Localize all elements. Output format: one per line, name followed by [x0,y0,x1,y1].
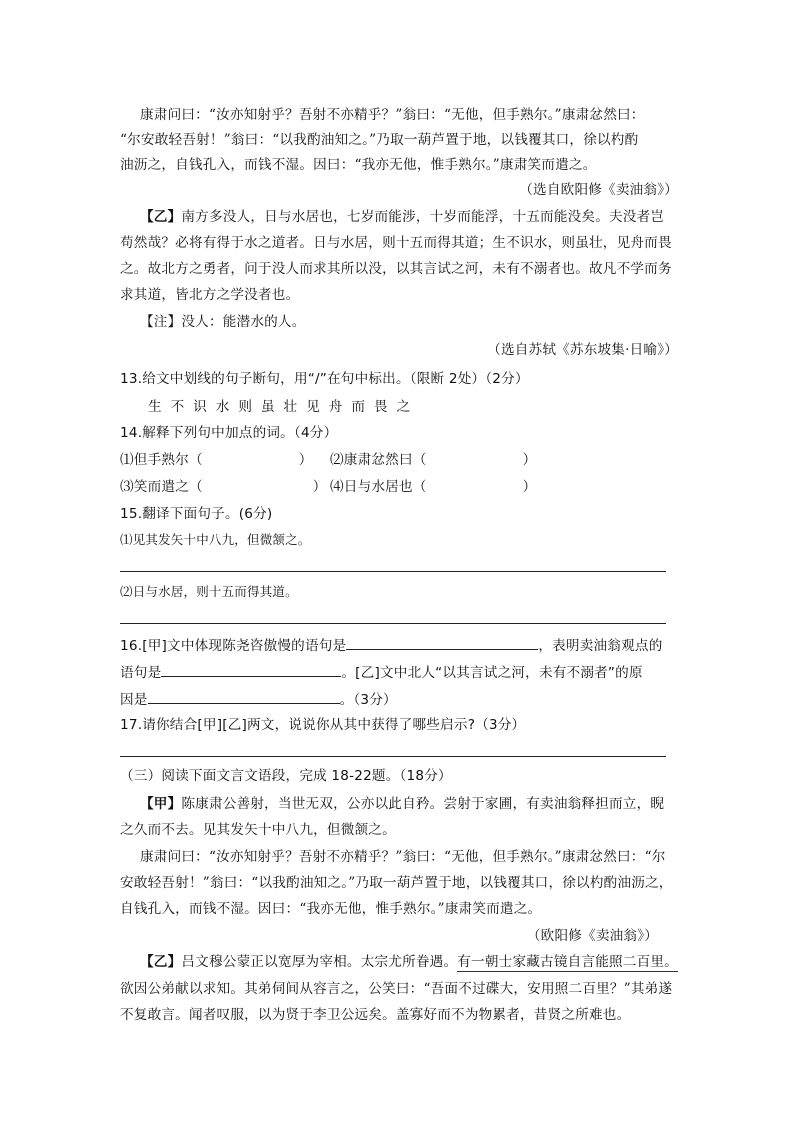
sec3-yi-underlined-sentence: 有一朝士家藏古镜自言能照二百里。 [457,954,678,970]
q13-sentence: 生不识水则虽壮见舟而畏之 [148,399,420,415]
q13-text: 13.给文中划线的句子断句，用“/”在句中标出。（限断 2处）（2分） [120,371,529,387]
q14-item-4-close: ） [522,479,537,495]
sec3-yi-line-3: 不复敢言。闻者叹服，以为贤于李卫公远矣。盖寡好而不为物累者，昔贤之所难也。 [120,1007,631,1023]
q16-part-2: ，表明卖油翁观点的 [538,638,663,654]
q16-part-6: 。（3分） [339,692,397,708]
sec3-jia2-line-3: 自钱孔入，而钱不湿。因曰：“我亦无他，惟手熟尔。”康肃笑而遣之。 [120,901,542,917]
q14-item-3-close: ） [312,479,327,495]
q15-answer-line-1[interactable] [120,571,666,572]
yi-tag: 【乙】 [140,209,182,225]
q16-line-2 [120,662,643,682]
sec3-jia-line-1 [140,795,664,813]
q14-text: 14.解释下列句中加点的词。（4分） [120,425,338,441]
jia-line-1: 康肃问曰：“汝亦知射乎？吾射不亦精乎？”翁曰：“无他，但手熟尔。”康肃忿然曰： [140,107,645,123]
q14-item-1-label: ⑴但手熟尔（ [120,452,203,468]
sec3-yi-line-1a: 吕文穆公蒙正以宽厚为宰相。太宗尤所眷遇。 [181,954,458,970]
yi-line-1 [140,208,664,226]
jia-line-3: 油沥之，自钱孔入，而钱不湿。因曰：“我亦无他，惟手熟尔。”康肃笑而遣之。 [120,157,597,173]
q17-text: 17.请你结合[甲][乙]两文，说说你从其中获得了哪些启示?（3分） [120,717,526,733]
sec3-title: （三）阅读下面文言文语段，完成 18-22题。（18分） [120,768,452,784]
q16-blank-1[interactable] [346,635,538,650]
q16-part-5: 因是 [120,692,148,708]
q14-item-4-label: ⑷日与水居也（ [330,479,427,495]
jia-line-2: “尔安敢轻吾射！”翁曰：“以我酌油知之。”乃取一葫芦置于地，以钱覆其口，徐以杓酌 [120,132,639,148]
yi-line-2: 苟然哉？必将有得于水之道者。日与水居，则十五而得其道；生不识水，则虽壮，见舟而畏 [120,235,672,251]
q15-text: 15.翻译下面句子。(6分) [120,506,273,522]
sec3-yi-tag: 【乙】 [140,954,182,970]
sec3-yi-line-1 [140,953,678,971]
q17-answer-line[interactable] [120,756,666,757]
yi-line-4: 求其道，皆北方之学没者也。 [120,287,300,303]
q15-answer-line-2[interactable] [120,623,666,624]
q16-line-1 [120,635,663,655]
yi-source: （选自苏轼《苏东坡集·日喻》） [487,342,678,358]
q15-sentence-2: ⑵日与水居，则十五而得其道。 [120,584,298,599]
sec3-jia2-source: （欧阳修《卖油翁》） [526,928,658,944]
q16-blank-3[interactable] [148,689,340,704]
q16-part-3: 语句是 [120,665,162,681]
q14-item-1-close: ） [298,452,313,468]
q14-item-3 [120,478,327,496]
sec3-jia-line-2: 之久而不去。见其发矢十中八九，但微颔之。 [120,822,396,838]
yi-line-1-text: 南方多没人，日与水居也，七岁而能涉，十岁而能浮，十五而能没矣。夫没者岂 [181,209,665,225]
jia-source: （选自欧阳修《卖油翁》） [519,182,678,198]
yi-note: 【注】没人：能潜水的人。 [140,314,306,330]
sec3-jia-line-1-text: 陈康肃公善射，当世无双，公亦以此自矜。尝射于家圃，有卖油翁释担而立，睨 [181,796,665,812]
q14-item-2-label: ⑵康肃忿然曰（ [330,452,427,468]
q16-part-4: 。[乙]文中北人“以其言试之河，未有不溺者”的原 [341,665,643,681]
sec3-jia-tag: 【甲】 [140,796,182,812]
q14-item-2 [330,451,536,469]
q16-part-1: 16.[甲]文中体现陈尧咨傲慢的语句是 [120,638,347,654]
q14-item-4 [330,478,536,496]
sec3-yi-line-2: 欲因公弟献以求知。其弟伺间从容言之，公笑曰：“吾面不过碟大，安用照二百里？”其弟遂 [120,981,673,997]
q16-blank-2[interactable] [161,662,341,677]
q14-item-1 [120,451,313,469]
q15-sentence-1: ⑴见其发矢十中八九，但微颔之。 [120,532,311,547]
sec3-jia2-line-1: 康肃问曰：“汝亦知射乎？吾射不亦精乎？”翁曰：“无他，但手熟尔。”康肃忿然曰：“尔 [140,849,666,865]
yi-line-3: 之。故北方之勇者，问于没人而求其所以没，以其言试之河，未有不溺者也。故凡不学而务 [120,261,672,277]
q14-item-2-close: ） [522,452,537,468]
q16-line-3 [120,689,397,709]
sec3-jia2-line-2: 安敢轻吾射！”翁曰：“以我酌油知之。”乃取一葫芦置于地，以钱覆其口，徐以杓酌油沥之， [120,875,673,891]
q14-item-3-label: ⑶笑而遣之（ [120,479,203,495]
